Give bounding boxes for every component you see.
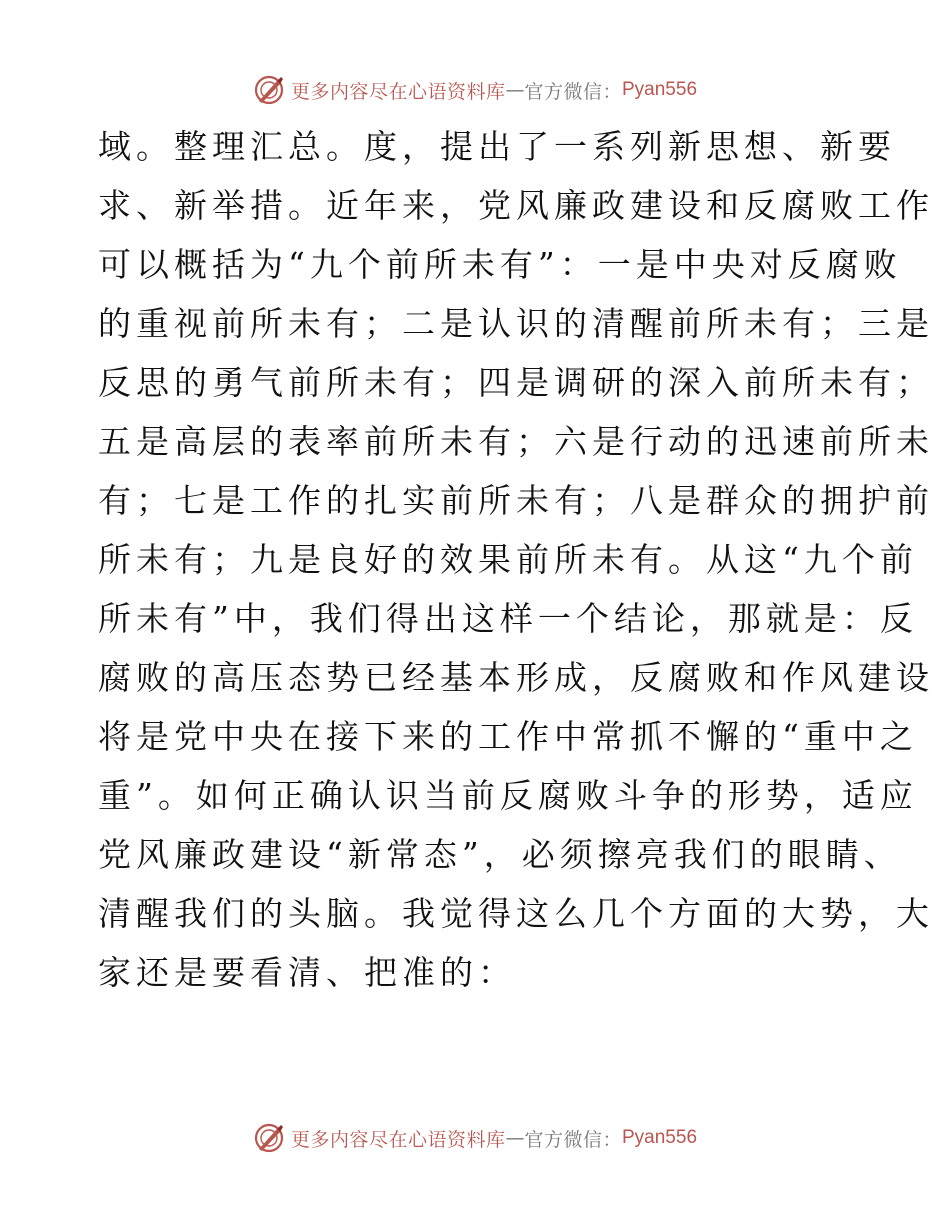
footer-banner-text: 更多内容尽在心语资料库 xyxy=(290,1128,506,1151)
body-line: 腐败的高压态势已经基本形成，反腐败和作风建设 xyxy=(98,658,934,697)
pen-logo-icon xyxy=(253,1122,285,1154)
body-line: 可以概括为“九个前所未有”：一是中央对反腐败 xyxy=(98,245,902,284)
document-body xyxy=(98,117,934,1002)
footer-banner xyxy=(0,1118,950,1158)
header-banner-separator: — xyxy=(505,79,525,101)
body-line: 反思的勇气前所未有；四是调研的深入前所未有； xyxy=(98,363,934,402)
footer-wechat-id: Pyan556 xyxy=(622,1127,698,1148)
body-line: 有；七是工作的扎实前所未有；八是群众的拥护前 xyxy=(98,481,934,520)
body-line: 的重视前所未有；二是认识的清醒前所未有；三是 xyxy=(98,304,934,343)
body-line: 域。整理汇总。度，提出了一系列新思想、新要 xyxy=(98,127,896,166)
header-banner xyxy=(0,70,950,110)
body-line: 将是党中央在接下来的工作中常抓不懈的“重中之 xyxy=(98,717,918,756)
header-wechat-id: Pyan556 xyxy=(622,79,698,100)
footer-banner-separator: — xyxy=(505,1127,525,1149)
footer-wechat-label: 官方微信： xyxy=(524,1128,622,1151)
body-line: 所未有；九是良好的效果前所未有。从这“九个前 xyxy=(98,540,918,579)
body-line: 家还是要看清、把准的： xyxy=(98,953,516,992)
header-wechat-label: 官方微信： xyxy=(524,80,622,103)
body-line: 五是高层的表率前所未有；六是行动的迅速前所未 xyxy=(98,422,934,461)
body-line: 所未有”中，我们得出这样一个结论，那就是：反 xyxy=(98,599,918,638)
pen-logo-icon xyxy=(253,74,285,106)
body-line: 清醒我们的头脑。我觉得这么几个方面的大势，大 xyxy=(98,894,934,933)
body-line: 求、新举措。近年来，党风廉政建设和反腐败工作 xyxy=(98,186,934,225)
header-banner-text: 更多内容尽在心语资料库 xyxy=(290,80,506,103)
body-line: 党风廉政建设“新常态”，必须擦亮我们的眼睛、 xyxy=(98,835,902,874)
body-line: 重”。如何正确认识当前反腐败斗争的形势，适应 xyxy=(98,776,918,815)
